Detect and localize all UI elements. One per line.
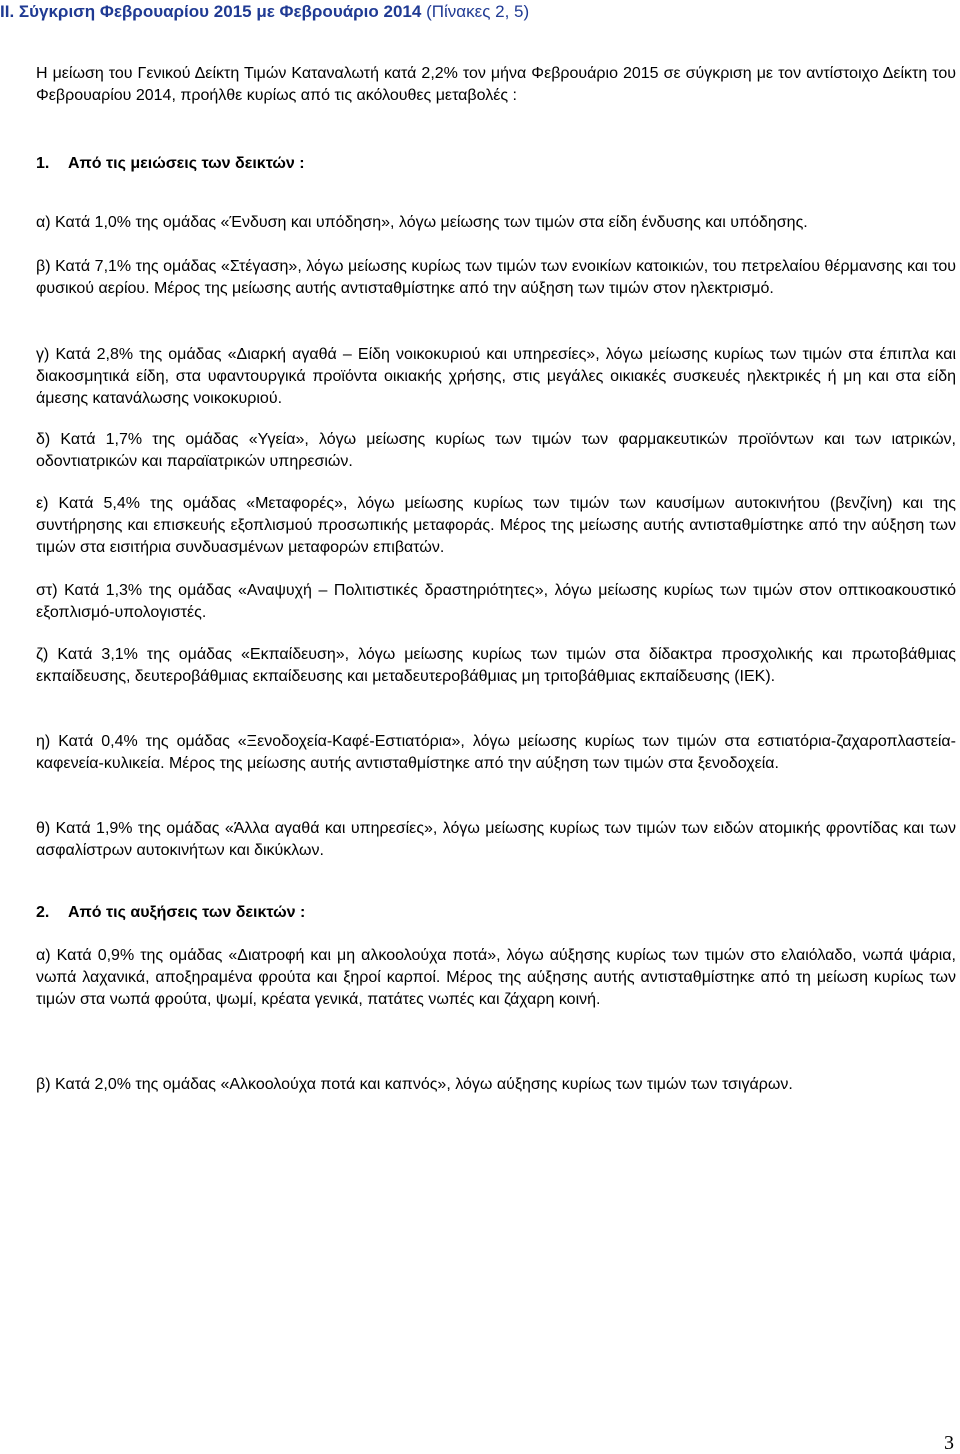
page-number: 3 (944, 1432, 954, 1454)
section-1-item-z: ζ) Κατά 3,1% της ομάδας «Εκπαίδευση», λόγω μείωσης κυρίως των τιμών στα δίδακτρα προσχολικής και πρωτοβάθμιας εκπαίδευσης, δευτεροβάθμιας εκπαίδευσης και μεταδευτεροβάθμιας μη τριτοβάθμιας εκπαίδευσης (ΙΕΚ). (36, 646, 956, 685)
section-1-title: Από τις μειώσεις των δεικτών : (68, 155, 305, 172)
section-1-number: 1. (36, 155, 50, 172)
section-1-item-a: α) Κατά 1,0% της ομάδας «Ένδυση και υπόδηση», λόγω μείωσης των τιμών στα είδη ένδυσης και υπόδησης. (36, 214, 808, 231)
section-1-item-d: δ) Κατά 1,7% της ομάδας «Υγεία», λόγω μείωσης κυρίως των τιμών των φαρμακευτικών προϊόντων και των ιατρικών, οδοντιατρικών και παραϊατρικών υπηρεσιών. (36, 431, 956, 470)
intro-paragraph: Η μείωση του Γενικού Δείκτη Τιμών Καταναλωτή κατά 2,2% τον μήνα Φεβρουάριο 2015 σε σύγκριση με τον αντίστοιχο Δείκτη του Φεβρουαρίου 2014, προήλθε κυρίως από τις ακόλουθες μεταβολές : (36, 65, 956, 104)
section-2-item-a: α) Κατά 0,9% της ομάδας «Διατροφή και μη αλκοολούχα ποτά», λόγω αύξησης κυρίως των τιμών στο ελαιόλαδο, νωπά ψάρια, νωπά λαχανικά, αποξηραμένα φρούτα και ξηροί καρποί. Μέρος της αύξησης αυτής αντισταθμίστηκε από τη μείωση κυρίως των τιμών στα νωπά φρούτα, ψωμί, κρέατα γενικά, πατάτες νωπές και ζάχαρη κοινή. (36, 947, 956, 1008)
section-2-number: 2. (36, 904, 50, 921)
section-1-item-b: β) Κατά 7,1% της ομάδας «Στέγαση», λόγω μείωσης κυρίως των τιμών των ενοικίων κατοικιών, του πετρελαίου θέρμανσης και του φυσικού αερίου. Μέρος της μείωσης αυτής αντισταθμίστηκε από την αύξηση των τιμών στον ηλεκτρισμό. (36, 258, 956, 297)
section-1-item-e: ε) Κατά 5,4% της ομάδας «Μεταφορές», λόγω μείωσης κυρίως των τιμών των καυσίμων αυτοκινήτου (βενζίνη) και της συντήρησης και επισκευής εξοπλισμού προσωπικής μεταφοράς. Μέρος της μείωσης αυτής αντισταθμίστηκε από την αύξηση των τιμών στα εισιτήρια συνδυασμένων μεταφορών επιβατών. (36, 495, 956, 556)
section-2-title: Από τις αυξήσεις των δεικτών : (68, 904, 306, 921)
section-1-item-i: η) Κατά 0,4% της ομάδας «Ξενοδοχεία-Καφέ-Εστιατόρια», λόγω μείωσης κυρίως των τιμών στα εστιατόρια-ζαχαροπλαστεία-καφενεία-κυλικεία. Μέρος της μείωσης αυτής αντισταθμίστηκε από την αύξηση των τιμών στα ξενοδοχεία. (36, 733, 956, 772)
section-2-heading (36, 902, 305, 924)
section-1-item-c: γ) Κατά 2,8% της ομάδας «Διαρκή αγαθά – Είδη νοικοκυριού και υπηρεσίες», λόγω μείωσης κυρίως των τιμών στα έπιπλα και διακοσμητικά είδη, στα υφαντουργικά προϊόντα οικιακής χρήσης, στις μεγάλες οικιακές συσκευές ηλεκτρικές ή μη και στα είδη άμεσης κατανάλωσης νοικοκυριού. (36, 346, 956, 407)
document-title (0, 1, 529, 23)
section-1-heading (36, 153, 305, 175)
title-subtitle: (Πίνακες 2, 5) (426, 2, 530, 21)
section-1-item-st: στ) Κατά 1,3% της ομάδας «Αναψυχή – Πολιτιστικές δραστηριότητες», λόγω μείωσης κυρίως των τιμών στον οπτικοακουστικό εξοπλισμό-υπολογιστές. (36, 582, 956, 621)
title-main: ΙΙ. Σύγκριση Φεβρουαρίου 2015 με Φεβρουάριο 2014 (0, 2, 422, 21)
section-1-item-th: θ) Κατά 1,9% της ομάδας «Άλλα αγαθά και υπηρεσίες», λόγω μείωσης κυρίως των τιμών των ειδών ατομικής φροντίδας και των ασφαλίστρων αυτοκινήτων και δικύκλων. (36, 820, 956, 859)
section-2-item-b: β) Κατά 2,0% της ομάδας «Αλκοολούχα ποτά και καπνός», λόγω αύξησης κυρίως των τιμών των τσιγάρων. (36, 1076, 793, 1093)
